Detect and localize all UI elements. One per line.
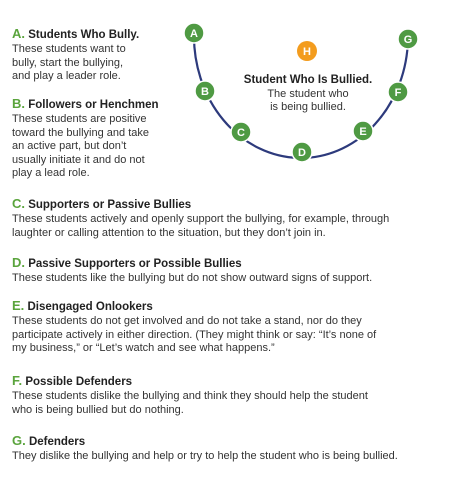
role-title: Passive Supporters or Possible Bullies — [28, 258, 242, 270]
role-description — [12, 213, 389, 240]
role-description-line: bully, start the bullying, — [12, 56, 124, 69]
role-description-line: and play a leader role. — [12, 70, 121, 82]
bullied-student-desc-line-1: The student who — [267, 88, 349, 100]
bullied-student-group — [244, 41, 372, 113]
role-node-letter: F — [394, 87, 402, 99]
role-description — [12, 390, 368, 417]
role-node-e — [353, 121, 373, 141]
role-description-line: usually initiate it and do not — [12, 153, 145, 166]
role-node-letter: C — [237, 127, 245, 139]
role-description — [12, 315, 376, 356]
role-description-line: These students want to — [12, 43, 126, 55]
bullied-student-letter: H — [303, 46, 311, 58]
role-letter: E. — [12, 298, 25, 313]
role-node-letter: B — [201, 86, 209, 98]
role-title: Possible Defenders — [25, 376, 133, 388]
role-block-g — [12, 434, 398, 464]
role-block-f — [12, 374, 368, 417]
role-letter: A. — [12, 26, 25, 41]
role-node-letter: D — [298, 147, 306, 159]
role-node-d — [292, 142, 312, 162]
role-description-line: These students dislike the bullying and think they should help the student — [12, 390, 368, 402]
role-node-b — [195, 81, 215, 101]
bullied-student-title: Student Who Is Bullied. — [243, 74, 373, 86]
role-block-e — [12, 299, 376, 356]
bullied-student-desc-line-2: is being bullied. — [270, 101, 346, 113]
role-title: Disengaged Onlookers — [27, 301, 153, 313]
role-description-line: laughter or calling attention to the situation, but they don’t join in. — [12, 226, 326, 239]
role-heading — [12, 434, 398, 449]
role-description — [12, 272, 372, 286]
role-heading — [12, 299, 376, 314]
role-letter: F. — [12, 373, 23, 388]
role-letter: D. — [12, 255, 25, 270]
role-node-letter: G — [403, 34, 413, 46]
role-node-c — [231, 122, 251, 142]
role-description — [12, 113, 159, 181]
role-node-g — [398, 29, 418, 49]
role-description-line: who is being bullied but do nothing. — [12, 403, 184, 416]
role-heading — [12, 27, 139, 42]
role-node-letter: E — [359, 126, 367, 138]
role-description — [12, 450, 398, 464]
role-block-c — [12, 197, 389, 240]
role-description-line: These students actively and openly support the bullying, for example, through — [12, 213, 390, 225]
role-heading — [12, 256, 372, 271]
role-title: Supporters or Passive Bullies — [28, 199, 192, 211]
role-description-line: an active part, but don’t — [12, 140, 127, 152]
role-node-f — [388, 82, 408, 102]
role-node-letter: A — [190, 28, 198, 40]
role-title: Students Who Bully. — [28, 29, 140, 41]
role-description-line: participate actively in either direction. (They might think or say: “It’s none of — [12, 328, 377, 341]
role-block-a — [12, 27, 139, 84]
role-heading — [12, 97, 159, 112]
role-letter: C. — [12, 196, 25, 211]
role-heading — [12, 374, 368, 389]
role-description — [12, 43, 139, 84]
role-description-line: These students like the bullying but do not show outward signs of support. — [12, 272, 373, 284]
role-block-d — [12, 256, 372, 286]
role-block-b — [12, 97, 159, 181]
role-description-line: toward the bullying and take — [12, 126, 149, 139]
role-letter: B. — [12, 96, 25, 111]
role-description-line: play a lead role. — [12, 167, 90, 179]
role-letter: G. — [12, 433, 26, 448]
role-description-line: They dislike the bullying and help or try to help the student who is being bullied. — [12, 450, 398, 462]
role-description-line: my business,” or “Let’s watch and see what happens.” — [12, 342, 275, 354]
role-heading — [12, 197, 389, 212]
role-description-line: These students do not get involved and do not take a stand, nor do they — [12, 315, 362, 327]
role-node-a — [184, 23, 204, 43]
role-title: Followers or Henchmen — [28, 99, 159, 111]
role-title: Defenders — [28, 436, 86, 448]
role-description-line: These students are positive — [12, 113, 147, 125]
